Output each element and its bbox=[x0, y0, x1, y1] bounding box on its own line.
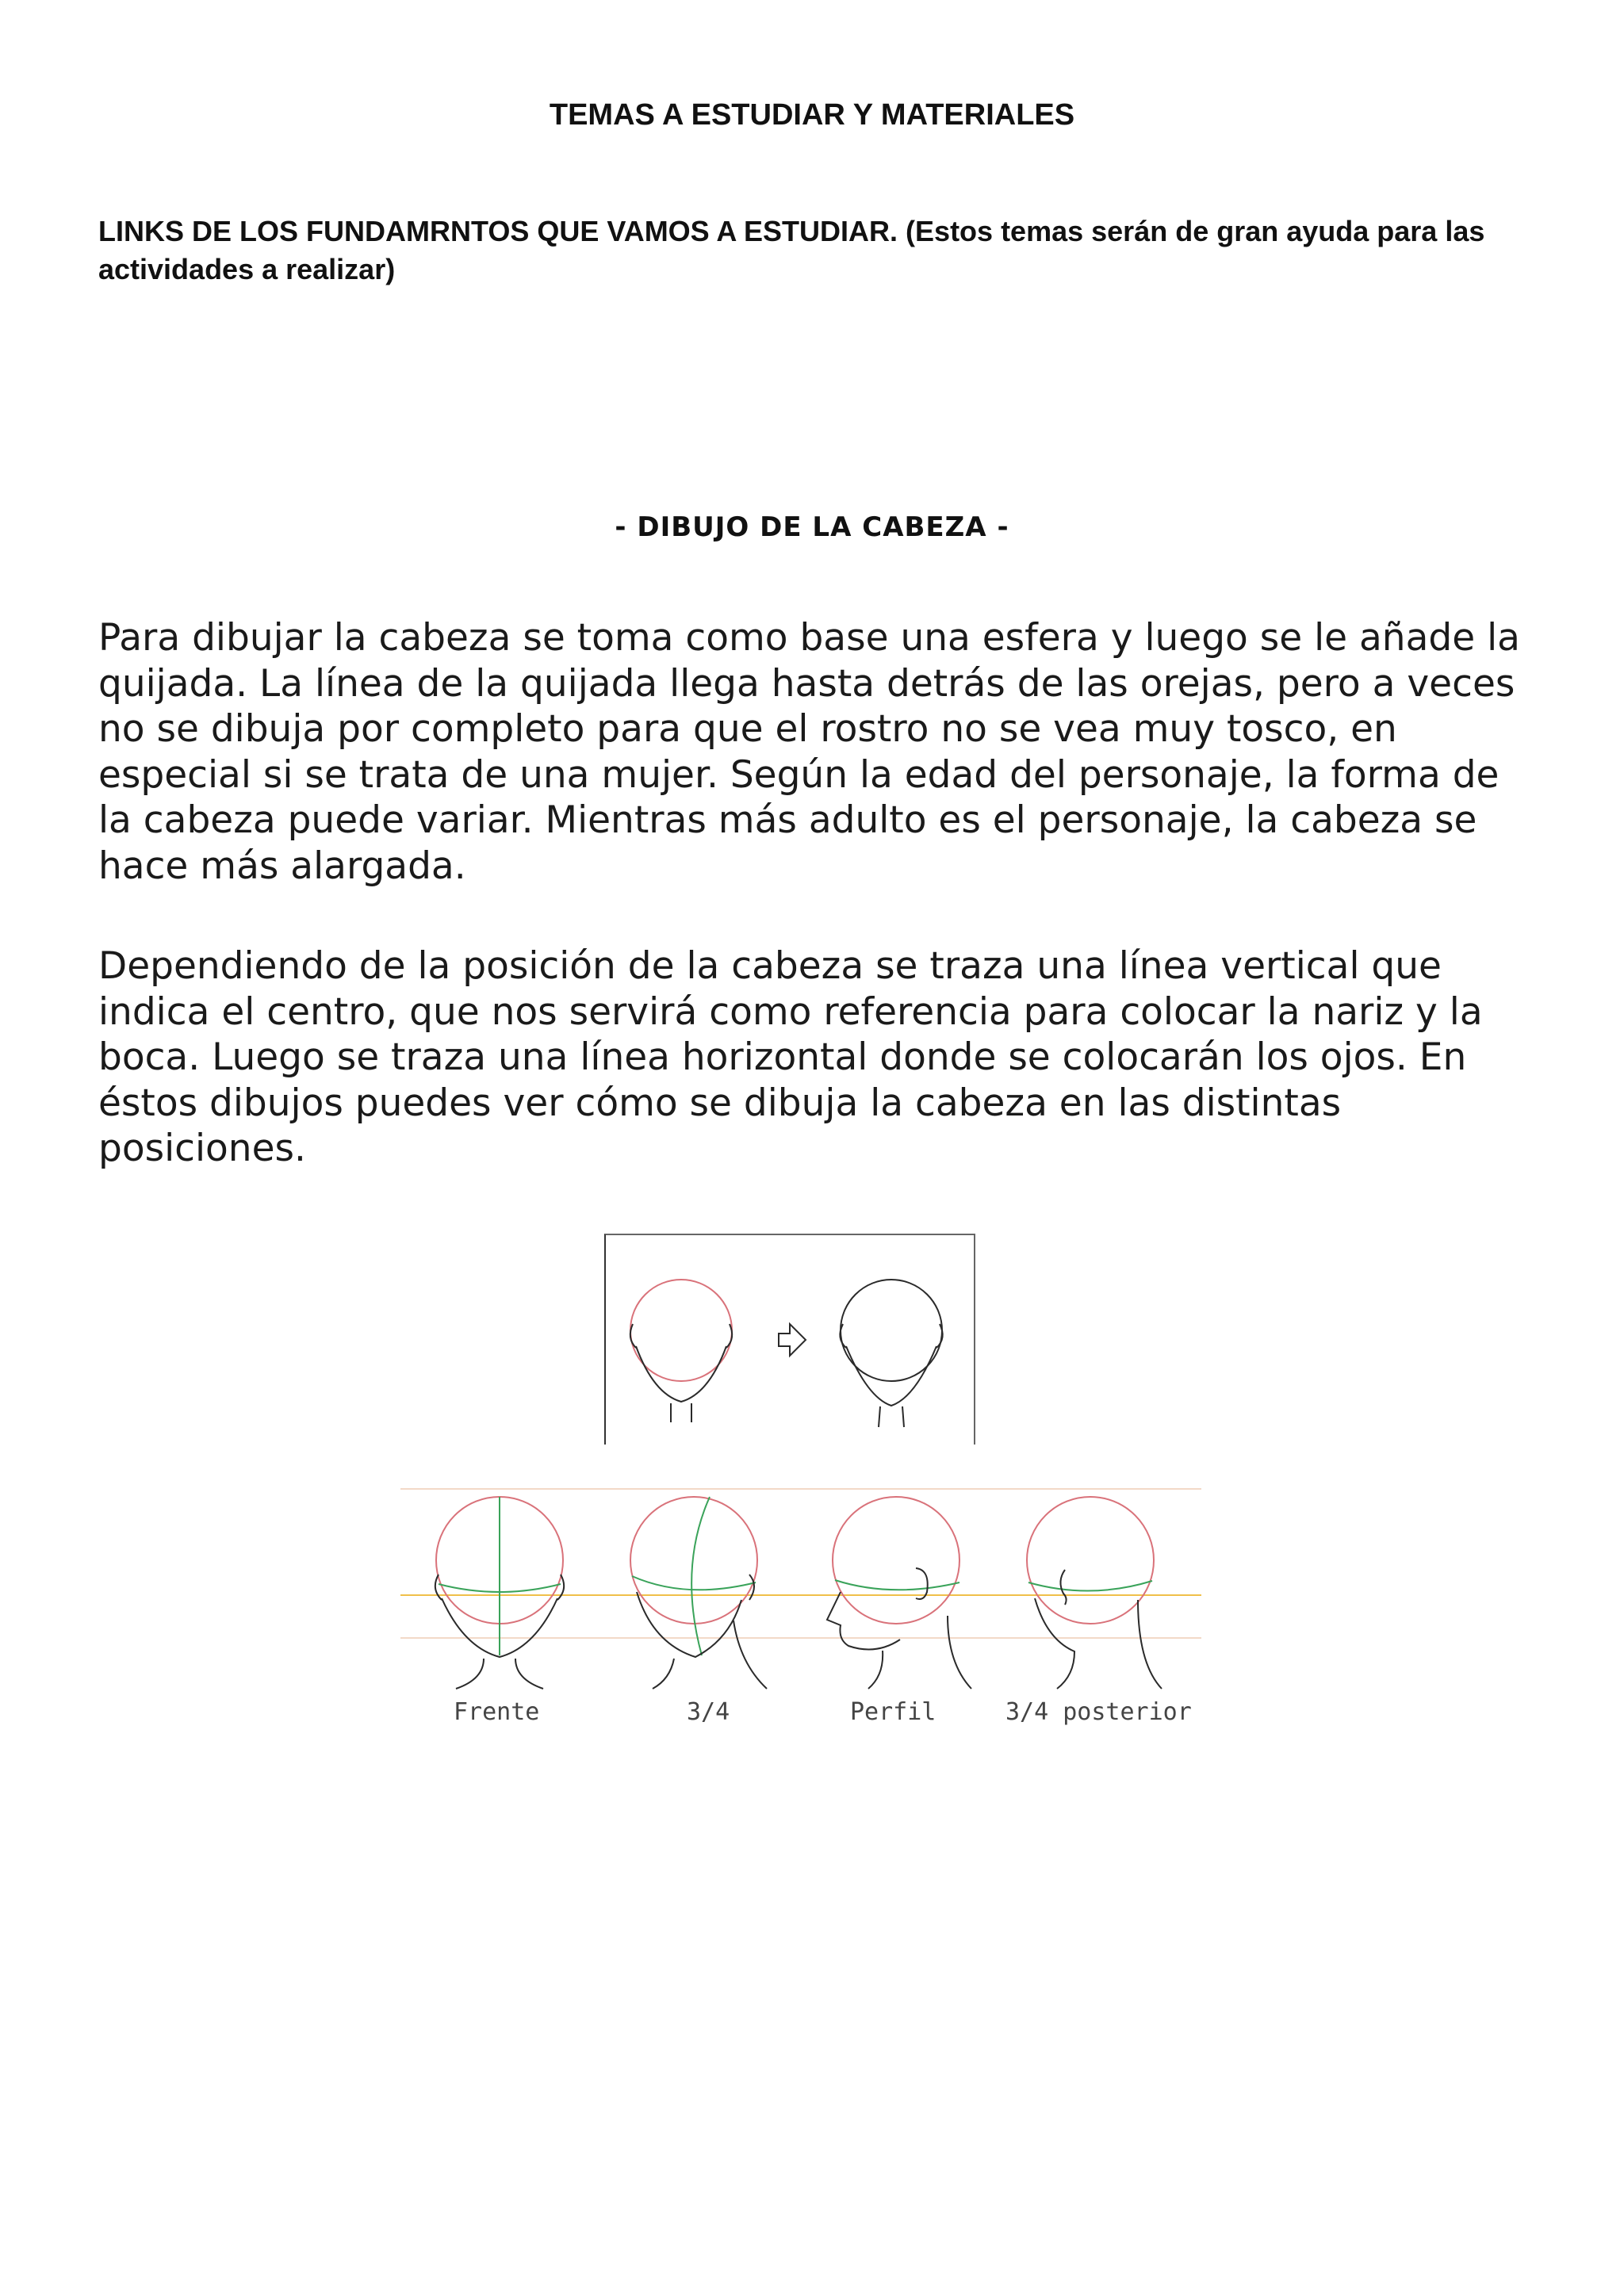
links-heading bbox=[98, 212, 1494, 289]
links-heading-note: (Estos temas serán de gran ayuda para las actividades a realizar) bbox=[98, 215, 1485, 285]
links-heading-bold: LINKS DE LOS FUNDAMRNTOS QUE VAMOS A ESTUDIAR. bbox=[98, 215, 898, 247]
label-three-quarter: 3/4 bbox=[687, 1698, 730, 1726]
head-with-jaw-right bbox=[840, 1280, 942, 1427]
figure-sphere-to-head bbox=[604, 1234, 975, 1445]
head-three-quarter-back bbox=[1027, 1497, 1162, 1689]
figure-head-positions-drawing bbox=[400, 1481, 1209, 1695]
head-front bbox=[435, 1497, 564, 1689]
label-perfil: Perfil bbox=[850, 1698, 936, 1726]
section-heading: - DIBUJO DE LA CABEZA - bbox=[615, 511, 1009, 543]
label-frente: Frente bbox=[454, 1698, 540, 1726]
head-profile bbox=[827, 1497, 971, 1689]
head-three-quarter bbox=[630, 1497, 767, 1689]
label-three-quarter-back: 3/4 posterior bbox=[1005, 1698, 1192, 1726]
head-sphere-left bbox=[630, 1280, 732, 1422]
figure-head-positions bbox=[400, 1481, 1209, 1735]
page-title: TEMAS A ESTUDIAR Y MATERIALES bbox=[549, 98, 1075, 132]
figure-sphere-to-head-drawing bbox=[606, 1235, 974, 1446]
paragraph-head-base: Para dibujar la cabeza se toma como base una esfera y luego se le añade la quijada. La línea de la quijada llega hasta detrás de las orejas, pero a veces no se dibuja por completo para que el rostro no se vea muy tosco, en especial si se trata de una mujer. Según la edad del personaje, la forma de la cabeza puede variar. Mientras más adulto es el personaje, la cabeza se hace más alargada. bbox=[98, 616, 1520, 888]
paragraph-guidelines: Dependiendo de la posición de la cabeza se traza una línea vertical que indica el centro, que nos servirá como referencia para colocar la nariz y la boca. Luego se traza una línea horizontal donde se colocarán los ojos. En éstos dibujos puedes ver cómo se dibuja la cabeza en las distintas posiciones. bbox=[98, 944, 1483, 1170]
arrow-right-icon bbox=[779, 1324, 806, 1356]
